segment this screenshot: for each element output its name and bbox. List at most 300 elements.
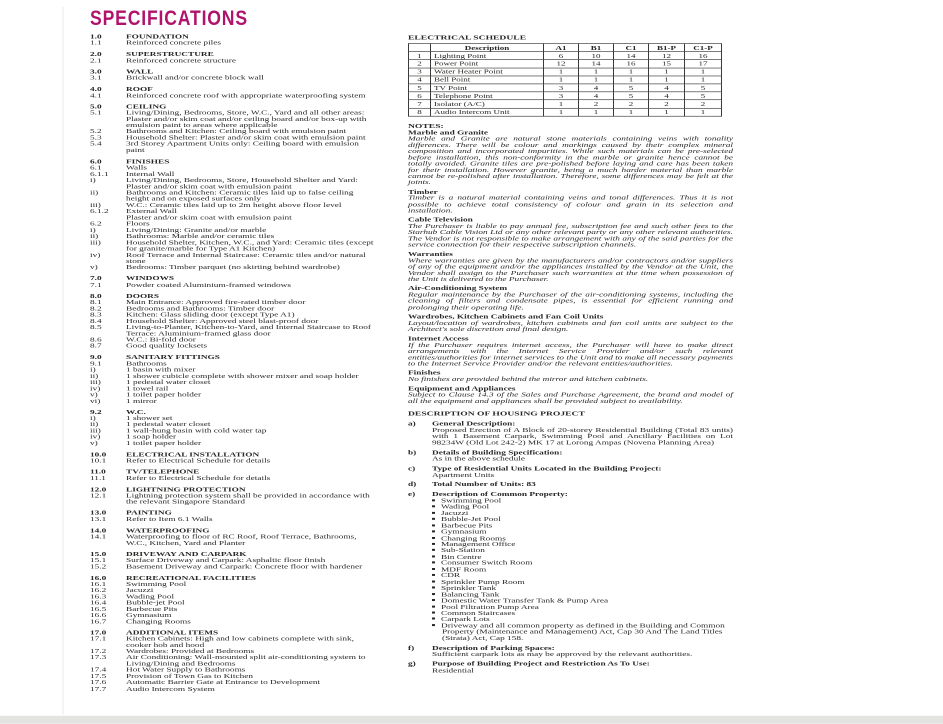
spec-section	[90, 511, 408, 523]
note-body: If the Purchaser requires internet access, the Purchaser will have to make direct arrangements with the Internet Service Provider and/or such relevant entities/authorities for internet services to the Unit and to make all necessary payments to the Internet Service Provider and/or the relevant entities/authorities.	[408, 342, 733, 368]
schedule-cell: 1	[544, 68, 579, 76]
schedule-row	[409, 108, 722, 116]
schedule-cell: 1	[649, 76, 685, 84]
spec-item-number: iii)	[90, 427, 101, 435]
schedule-row	[409, 92, 722, 100]
spec-section-number: 14.0	[90, 527, 107, 535]
spec-item	[90, 687, 408, 693]
spec-item-text: Basement Driveway and Carpark: Concrete floor with hardener	[126, 563, 363, 571]
spec-item	[90, 240, 408, 252]
housing-entry	[408, 646, 733, 658]
spec-item-number: 13.1	[90, 516, 107, 524]
housing-entry-body: Residential	[432, 667, 474, 675]
spec-section-title: ELECTRICAL INSTALLATION	[126, 451, 260, 459]
schedule-cell: 1	[579, 108, 614, 116]
schedule-cell: 14	[579, 60, 614, 68]
spec-item-text: 1 pedestal water closet	[126, 379, 211, 386]
schedule-cell: 1	[614, 108, 649, 116]
spec-item-text: 1 basin with mixer	[126, 366, 196, 374]
spec-item-number: iii)	[90, 379, 101, 386]
housing-entry-label: e)	[408, 491, 416, 499]
schedule-cell: 1	[544, 100, 579, 108]
spec-item-number: v)	[90, 264, 98, 272]
spec-item-text: 1 toilet paper holder	[126, 391, 202, 399]
spec-item-number: i)	[90, 227, 96, 234]
spec-item	[90, 564, 408, 570]
schedule-cell: Power Point	[431, 60, 544, 68]
spec-section-title: W.C.	[126, 409, 146, 416]
spec-item	[90, 111, 408, 130]
spec-item-text: Waterproofing to floor of RC Roof, Roof Terrace, Bathrooms, W.C., Kitchen, Yard and Planter	[126, 533, 357, 547]
spec-section-title: FINISHES	[126, 158, 170, 166]
schedule-cell: 8	[409, 108, 431, 116]
spec-item-number: 16.1	[90, 581, 107, 588]
spec-item	[90, 441, 408, 447]
housing-entry-body: Apartment Units	[432, 471, 495, 479]
spec-section	[90, 35, 408, 47]
spec-item-text: 1 towel rail	[126, 385, 169, 393]
schedule-cell: 1	[685, 68, 722, 76]
spec-section-number: 9.0	[90, 354, 102, 362]
spec-item-text: Floors	[126, 221, 150, 228]
schedule-row	[409, 68, 722, 76]
spec-item-number: 16.3	[90, 593, 107, 601]
spec-item-number: iv)	[90, 385, 101, 393]
spec-item	[90, 58, 408, 64]
schedule-row	[409, 60, 722, 68]
housing-entry-label: d)	[408, 481, 417, 489]
spec-item-number: 6.1.2	[90, 208, 109, 216]
spec-item	[90, 283, 408, 289]
note-heading: Finishes	[408, 370, 441, 377]
spec-section-number: 13.0	[90, 510, 107, 517]
schedule-cell: 2	[685, 100, 722, 108]
spec-section-title: ADDITIONAL ITEMS	[126, 629, 219, 637]
spec-item-text: Reinforced concrete piles	[126, 40, 221, 47]
common-property-item: Carpark Lots	[432, 617, 733, 623]
schedule-cell: 17	[685, 60, 722, 68]
spec-item-text: 3rd Storey Apartment Units only: Ceiling board with emulsion paint	[126, 141, 359, 155]
housing-entry-heading: Purpose of Building Project and Restriction As To Use:	[432, 661, 650, 668]
common-property-item: Gymnasium	[432, 530, 733, 536]
note-heading: Internet Access	[408, 335, 469, 343]
spec-item-text: Hot Water Supply to Bathrooms	[126, 667, 246, 674]
schedule-cell: 4	[649, 92, 685, 100]
housing-entry-label: g)	[408, 661, 416, 668]
housing-entry	[408, 466, 733, 478]
schedule-cell: 16	[614, 60, 649, 68]
spec-item	[90, 399, 408, 405]
spec-section-number: 7.0	[90, 275, 102, 283]
spec-item-number: 17.3	[90, 654, 107, 662]
spec-section-title: WALL	[126, 68, 154, 76]
housing-entry	[408, 450, 733, 462]
schedule-cell: 1	[409, 52, 431, 60]
spec-section-title: TV/TELEPHONE	[126, 469, 200, 476]
spec-item	[90, 493, 408, 505]
spec-item	[90, 76, 408, 82]
note-heading: Warranties	[408, 251, 453, 259]
spec-section	[90, 470, 408, 482]
spec-item-text: Reinforced concrete structure	[126, 57, 236, 65]
housing-entry	[408, 662, 733, 674]
note-entry	[408, 130, 733, 186]
spec-item-number: ii)	[90, 421, 99, 429]
schedule-column-header: Description	[431, 44, 544, 52]
spec-item-number: ii)	[90, 233, 99, 241]
schedule-row	[409, 84, 722, 92]
spec-section-number: 17.0	[90, 629, 107, 637]
spec-item-text: Brickwall and/or concrete block wall	[126, 75, 264, 82]
housing-entry-heading: Details of Building Specification:	[432, 449, 563, 457]
schedule-cell: Audio Intercom Unit	[431, 108, 544, 116]
spec-section	[90, 355, 408, 405]
housing-entry-label: f)	[408, 645, 415, 652]
schedule-cell: 3	[544, 92, 579, 100]
schedule-header-row	[409, 44, 722, 52]
schedule-cell: 1	[544, 76, 579, 84]
note-heading: Air-Conditioning System	[408, 285, 508, 293]
note-entry	[408, 315, 733, 334]
spec-item-text: Lightning protection system shall be provided in accordance with the relevant Singapore Standard	[126, 492, 370, 506]
spec-section	[90, 630, 408, 692]
note-body: Regular maintenance by the Purchaser of the air-conditioning systems, including the cleaning of filters and condensate pipes, is essential for efficient running and prolonging their operating life.	[408, 292, 733, 312]
spec-item-number: iii)	[90, 239, 101, 247]
spec-section	[90, 70, 408, 82]
spec-item-text: 1 pedestal water closet	[126, 421, 211, 429]
note-body: Layout/location of wardrobes, kitchen cabinets and fan coil units are subject to the Architect's sole discretion and final design.	[408, 320, 733, 334]
housing-entry-content	[432, 482, 733, 488]
common-property-item: Balancing Tank	[432, 592, 733, 598]
spec-item-number: 17.2	[90, 648, 107, 656]
spec-item-number: 8.6	[90, 336, 102, 344]
spec-item-text: Living/Dining, Bedrooms, Store, Household Shelter and Yard: Plaster and/or skim coat with emulsion paint	[126, 177, 358, 191]
spec-item-text: Powder coated Aluminium-framed windows	[126, 282, 291, 289]
spec-item-number: 12.1	[90, 492, 107, 500]
spec-section-number: 6.0	[90, 158, 102, 166]
spec-section-number: 12.0	[90, 486, 107, 494]
schedule-cell: 4	[649, 84, 685, 92]
spec-item-number: 16.5	[90, 606, 107, 613]
spec-item-number: 8.3	[90, 312, 102, 319]
note-body: Where warranties are given by the manufacturers and/or contractors and/or suppliers of any of the equipment and/or the appliances installed by the Vendor at the Unit, the Vendor shall assign to the Purchaser such warranties at the time when possession of the Unit is delivered to the Purchaser.	[408, 257, 733, 284]
schedule-cell: 7	[409, 100, 431, 108]
spec-item-text: Bathrooms and Kitchen: Ceiling board with emulsion paint	[126, 128, 347, 136]
note-heading: Wardrobes, Kitchen Cabinets and Fan Coil Units	[408, 313, 604, 321]
spec-item-text: Reinforced concrete roof with appropriate waterproofing system	[126, 92, 366, 100]
spec-section-number: 3.0	[90, 68, 102, 76]
spec-item-text: Internal Wall	[126, 171, 175, 178]
common-property-item: Bubble-Jet Pool	[432, 517, 733, 523]
spec-item-text: Roof Terrace and Internal Staircase: Ceramic tiles and/or natural stone	[126, 252, 366, 266]
spec-item-number: 14.1	[90, 533, 107, 541]
spec-item-number: i)	[90, 366, 96, 374]
right-column	[408, 35, 733, 698]
spec-item-text: Jacuzzi	[126, 587, 154, 595]
spec-section-title: WINDOWS	[126, 275, 175, 283]
common-property-item: Bin Centre	[432, 555, 733, 561]
spec-item-number: v)	[90, 391, 98, 399]
spec-item-number: 16.6	[90, 612, 107, 619]
spec-section-title: RECREATIONAL FACILITIES	[126, 574, 257, 582]
spec-item-number: 6.1	[90, 164, 102, 172]
spec-item-number: 5.4	[90, 141, 102, 148]
schedule-column-header	[409, 44, 431, 52]
housing-entry-heading: Description of Common Property:	[432, 491, 568, 499]
spec-section-number: 4.0	[90, 86, 102, 93]
specifications-page	[0, 7, 943, 724]
spec-item-number: 2.1	[90, 57, 102, 65]
schedule-cell: 14	[614, 52, 649, 60]
spec-item-text: Household Shelter: Approved steel blast-proof door	[126, 318, 319, 325]
spec-item-number: 3.1	[90, 75, 102, 82]
spec-item-text: Changing Rooms	[126, 618, 191, 626]
spec-item-number: 11.1	[90, 475, 106, 482]
spec-item-number: 16.7	[90, 618, 107, 626]
spec-item	[90, 265, 408, 271]
spec-section	[90, 159, 408, 271]
common-property-item: Management Office	[432, 542, 733, 548]
spec-item-number: 17.5	[90, 673, 107, 681]
spec-item-number: 17.6	[90, 679, 107, 687]
common-property-item: Barbecue Pits	[432, 524, 733, 530]
common-property-item: MDF Room	[432, 567, 733, 573]
schedule-cell: 5	[685, 92, 722, 100]
spec-section-number: 8.0	[90, 293, 102, 300]
housing-entry-heading: Description of Parking Spaces:	[432, 645, 555, 652]
spec-item	[90, 535, 408, 547]
schedule-cell: 5	[614, 84, 649, 92]
spec-item-number: iv)	[90, 434, 101, 441]
spec-item-text: 1 wall-hung basin with cold water tap	[126, 427, 267, 435]
housing-entry-label: b)	[408, 449, 417, 457]
housing-entry-heading: Total Number of Units: 83	[432, 481, 536, 489]
schedule-cell: 6	[409, 92, 431, 100]
schedule-cell: 5	[614, 92, 649, 100]
spec-item-text: 1 shower set	[126, 415, 173, 423]
spec-item-text: Bathrooms and Kitchen: Ceramic tiles laid up to false ceiling height and on exposed surfaces only	[126, 189, 354, 203]
spec-item-text: Bubble-jet Pool	[126, 599, 185, 607]
spec-item-number: 5.3	[90, 134, 102, 142]
common-property-item: Common Staircases	[432, 611, 733, 617]
schedule-cell: 10	[579, 52, 614, 60]
note-body: No finishes are provided behind the mirror and kitchen cabinets.	[408, 376, 649, 384]
notes-title: NOTES:	[408, 122, 444, 130]
schedule-cell: 1	[544, 108, 579, 116]
spec-section	[90, 576, 408, 626]
schedule-cell: 1	[649, 108, 685, 116]
housing-project-list	[408, 422, 733, 675]
spec-item-text: 1 mirror	[126, 398, 157, 405]
note-entry	[408, 252, 733, 283]
spec-section-number: 5.0	[90, 103, 102, 111]
spec-item-number: 10.1	[90, 457, 107, 465]
spec-section-title: ROOF	[126, 86, 153, 93]
common-property-item: Sprinkler Pump Room	[432, 580, 733, 586]
spec-item-number: 4.1	[90, 92, 102, 100]
spec-item-number: ii)	[90, 189, 99, 197]
spec-item	[90, 655, 408, 667]
spec-item-text: Good quality locksets	[126, 343, 208, 350]
page-fold-line	[62, 7, 64, 715]
spec-section-title: FOUNDATION	[126, 34, 189, 41]
spec-section	[90, 528, 408, 547]
housing-entry-label: c)	[408, 465, 416, 473]
schedule-cell: Bell Point	[431, 76, 544, 84]
spec-item-number: 9.1	[90, 360, 102, 368]
spec-item-number: 5.1	[90, 110, 102, 117]
spec-item-number: 6.2	[90, 221, 102, 228]
common-property-item: Driveway and all common property as defined in the Building and Common Property (Maintenance and Management) Act, Cap 30 And The Land Titles (Strata) Act, Cap 158.	[432, 623, 733, 642]
spec-item-number: 15.2	[90, 563, 107, 571]
spec-section	[90, 452, 408, 464]
schedule-column-header: A1	[544, 44, 579, 52]
spec-item-number: 16.4	[90, 599, 107, 607]
housing-entry-content	[432, 646, 733, 658]
common-property-item: Changing Rooms	[432, 536, 733, 542]
housing-entry-content	[432, 492, 733, 642]
spec-item-text: Bedrooms and Bathrooms: Timber door	[126, 305, 275, 313]
spec-item	[90, 178, 408, 190]
specifications-list	[90, 35, 408, 698]
housing-entry-heading: Type of Residential Units Located in the Building Project:	[432, 465, 662, 473]
common-property-item: CDR	[432, 573, 733, 579]
schedule-cell: Lighting Point	[431, 52, 544, 60]
spec-item-text: Bathrooms: Marble and/or ceramic tiles	[126, 233, 275, 241]
spec-section-number: 10.0	[90, 451, 107, 459]
note-heading: Marble and Granite	[408, 129, 489, 137]
common-property-list	[432, 499, 733, 642]
spec-section-title: SANITARY FITTINGS	[126, 354, 220, 362]
spec-item-text: Plaster and/or skim coat with emulsion paint	[126, 214, 292, 222]
spec-item-text: W.C.: Ceramic tiles laid up to 2m height above floor level	[126, 202, 342, 209]
spec-item	[90, 344, 408, 350]
spec-item	[90, 190, 408, 202]
note-entry	[408, 336, 733, 367]
housing-entry-label: a)	[408, 421, 416, 428]
spec-item-text: Air Conditioning: Wall-mounted split air-conditioning system to Living/Dining and Bedrooms	[126, 654, 366, 668]
schedule-column-header: C1-P	[685, 44, 722, 52]
schedule-cell: 5	[685, 84, 722, 92]
schedule-cell: 2	[614, 100, 649, 108]
note-heading: Equipment and Appliances	[408, 385, 516, 393]
spec-item-text: 1 soap holder	[126, 434, 177, 441]
schedule-cell: 16	[685, 52, 722, 60]
spec-item-text: External Wall	[126, 208, 177, 216]
spec-section	[90, 104, 408, 154]
spec-item-text: Living-to-Planter, Kitchen-to-Yard, and Internal Staircase to Roof Terrace: Aluminium-framed glass door	[126, 324, 371, 338]
spec-item-number: 8.1	[90, 299, 102, 307]
note-entry	[408, 190, 733, 215]
spec-item-text: Swimming Pool	[126, 581, 187, 588]
schedule-cell: Telephone Point	[431, 92, 544, 100]
spec-item-number: 7.1	[90, 282, 102, 289]
spec-item-text: W.C.: Bi-fold door	[126, 336, 196, 344]
spec-section-number: 16.0	[90, 574, 107, 582]
schedule-cell: 5	[409, 84, 431, 92]
spec-item-text: Wading Pool	[126, 593, 175, 601]
spec-section-title: CEILING	[126, 103, 167, 111]
spec-item-text: Kitchen: Glass sliding door (except Type A1)	[126, 312, 295, 319]
spec-item-number: 5.2	[90, 128, 102, 136]
spec-item-text: Refer to Electrical Schedule for details	[126, 457, 271, 465]
schedule-cell: 2	[649, 100, 685, 108]
common-property-item: Jacuzzi	[432, 511, 733, 517]
schedule-cell: 15	[649, 60, 685, 68]
spec-item-text: Living/Dining, Bedrooms, Store, W.C., Yard and all other areas: Plaster and/or skim coat and/or ceiling board and/or box-up with emulsion paint to areas where applicable	[126, 110, 367, 130]
spec-section	[90, 552, 408, 571]
spec-item	[90, 517, 408, 523]
housing-entry-heading: General Description:	[432, 421, 516, 428]
spec-item-text: Provision of Town Gas to Kitchen	[126, 673, 254, 681]
common-property-item: Domestic Water Transfer Tank & Pump Area	[432, 598, 733, 604]
spec-item-number: v)	[90, 440, 98, 448]
spec-section-number: 15.0	[90, 551, 107, 558]
spec-section	[90, 52, 408, 64]
spec-item-number: iii)	[90, 202, 101, 209]
spec-item-number: 6.1.1	[90, 171, 109, 178]
schedule-cell: 1	[685, 76, 722, 84]
note-heading: Cable Television	[408, 217, 473, 224]
spec-item-text: Walls	[126, 164, 147, 172]
spec-item-number: i)	[90, 177, 96, 184]
housing-entry-content	[432, 662, 733, 674]
schedule-row	[409, 76, 722, 84]
schedule-cell: 4	[409, 76, 431, 84]
schedule-row	[409, 100, 722, 108]
spec-item-text: Living/Dining: Granite and/or marble	[126, 227, 267, 234]
note-body: Marble and Granite are natural stone materials containing veins with tonality differences. There will be colour and markings caused by their complex mineral composition and incorporated impurities. While such materials can be pre-selected before installation, this non-conformity in the marble or granite hence cannot be totally avoided. Granite tiles are pre-polished before laying and care has been taken for their installation. However granite, being a much harder material than marble cannot be re-polished after installation. Therefore, some differences may be felt at the joints.	[408, 135, 733, 187]
spec-item-number: 8.4	[90, 318, 102, 325]
housing-entry-body: Sufficient carpark lots as may be approved by the relevant authorities.	[432, 651, 693, 658]
schedule-cell: 2	[409, 60, 431, 68]
note-body: Subject to Clause 14.3 of the Sales and Purchase Agreement, the brand and model of all the equipment and appliances shall be provided subject to availability.	[408, 392, 733, 405]
schedule-cell: 3	[409, 68, 431, 76]
schedule-cell: 6	[544, 52, 579, 60]
spec-item-text: Wardrobes: Provided at Bedrooms	[126, 648, 255, 656]
note-entry	[408, 286, 733, 311]
schedule-cell: 4	[579, 84, 614, 92]
housing-entry-content	[432, 466, 733, 478]
housing-entry-content	[432, 422, 733, 447]
spec-item-number: 8.2	[90, 305, 102, 313]
spec-section-title: DRIVEWAY AND CARPARK	[126, 551, 247, 558]
spec-item	[90, 619, 408, 625]
spec-section	[90, 277, 408, 289]
schedule-cell: TV Point	[431, 84, 544, 92]
common-property-item: Swimming Pool	[432, 499, 733, 505]
schedule-row	[409, 52, 722, 60]
spec-section	[90, 294, 408, 350]
spec-item	[90, 93, 408, 99]
spec-item	[90, 459, 408, 465]
note-body: The Purchaser is liable to pay annual fee, subscription fee and such other fees to the Starhub Cable Vision Ltd or any other relevant party or any other relevant authorities. The Vendor is not responsible to make arrangement with any of the said parties for the service connection for their respective subscription channels.	[408, 223, 733, 249]
electrical-schedule-table	[408, 43, 722, 116]
note-body: Timber is a natural material containing veins and tonal differences. Thus it is not possible to achieve total consistency of colour and grain in its selection and installation.	[408, 195, 733, 215]
notes-list	[408, 130, 733, 405]
spec-item-text: Household Shelter, Kitchen, W.C., and Yard: Ceramic tiles (except for granite/marble for Type A1 Kitchen)	[126, 239, 374, 253]
schedule-column-header: B1-P	[649, 44, 685, 52]
spec-section-title: PAINTING	[126, 510, 172, 517]
spec-item-text: 1 shower cubicle complete with shower mixer and soap holder	[126, 373, 359, 380]
spec-item	[90, 41, 408, 47]
spec-section-number: 9.2	[90, 409, 102, 416]
spec-item	[90, 637, 408, 649]
spec-item-number: 17.7	[90, 685, 107, 693]
spec-item-number: 17.1	[90, 636, 107, 643]
note-entry	[408, 371, 733, 383]
schedule-cell: Water Heater Point	[431, 68, 544, 76]
